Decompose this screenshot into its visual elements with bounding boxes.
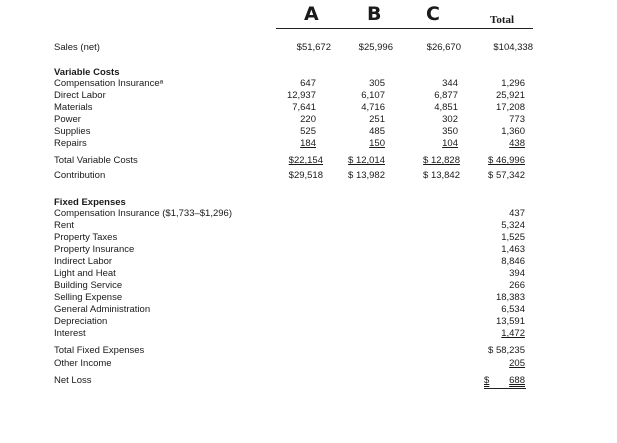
fe-row-total: 1,463 [501, 244, 525, 255]
vc-row-label: Power [54, 114, 81, 125]
vc-row-b: 150 [369, 138, 385, 149]
net-loss-currency: $ [484, 375, 490, 386]
vc-row-b: 305 [369, 78, 385, 89]
fe-row-total: 6,534 [501, 304, 525, 315]
contribution-c: $ 13,842 [423, 170, 460, 181]
fe-row-total: 1,472 [501, 328, 525, 339]
fe-row-total: 266 [509, 280, 525, 291]
fe-row-label: Rent [54, 220, 75, 231]
fe-row-label: Light and Heat [54, 268, 116, 279]
vc-row-a: 7,641 [292, 102, 316, 113]
contribution-label: Contribution [54, 170, 106, 181]
variable-costs-title: Variable Costs [54, 67, 120, 78]
fe-row-label: Interest [54, 328, 86, 339]
sales-c: $26,670 [426, 42, 461, 53]
vc-row-label: Compensation Insuranceᵃ [54, 78, 164, 89]
vc-row-label: Direct Labor [54, 90, 106, 101]
vc-row-a: 184 [300, 138, 316, 149]
fixed-expenses-title: Fixed Expenses [54, 197, 126, 208]
column-header-c: C [426, 3, 440, 25]
fe-row-label: Building Service [54, 280, 123, 291]
vc-row-a: 647 [300, 78, 316, 89]
sales-b: $25,996 [358, 42, 393, 53]
vc-row-total: 1,360 [501, 126, 525, 137]
vc-row-total: 1,296 [501, 78, 525, 89]
fe-row-total: 394 [509, 268, 525, 279]
vc-row-total: 438 [509, 138, 525, 149]
fe-row-total: 18,383 [495, 292, 525, 303]
fe-row-total: 13,591 [495, 316, 525, 327]
column-header-b: B [367, 3, 382, 25]
sales-total: $104,338 [493, 42, 533, 53]
total-variable-costs-total: $ 46,996 [488, 155, 525, 166]
net-loss-underline [484, 388, 526, 389]
total-fixed-expenses-label: Total Fixed Expenses [54, 345, 145, 356]
vc-row-c: 350 [442, 126, 458, 137]
total-fixed-expenses-total: $ 58,235 [488, 345, 525, 356]
vc-row-label: Repairs [54, 138, 87, 149]
net-loss-label: Net Loss [54, 375, 92, 386]
vc-row-total: 25,921 [495, 90, 525, 101]
vc-row-a: 525 [300, 126, 316, 137]
vc-row-label: Supplies [54, 126, 91, 137]
vc-row-c: 4,851 [434, 102, 458, 113]
vc-row-c: 302 [442, 114, 458, 125]
vc-row-b: 4,716 [361, 102, 385, 113]
fe-row-label: Property Insurance [54, 244, 135, 255]
fe-row-total: 437 [509, 208, 525, 219]
total-variable-costs-c: $ 12,828 [423, 155, 460, 166]
vc-row-c: 6,877 [434, 90, 458, 101]
vc-row-total: 17,208 [495, 102, 525, 113]
fe-row-label: Property Taxes [54, 232, 118, 243]
fe-row-label: Indirect Labor [54, 256, 113, 267]
contribution-a: $29,518 [288, 170, 323, 181]
column-header-a: A [304, 3, 319, 25]
vc-row-c: 104 [442, 138, 458, 149]
vc-row-c: 344 [442, 78, 458, 89]
fe-row-total: 5,324 [501, 220, 525, 231]
sales-label: Sales (net) [54, 42, 100, 53]
total-variable-costs-a: $22,154 [288, 155, 323, 166]
column-header-total: Total [490, 14, 515, 26]
net-loss-total: 688 [509, 375, 525, 386]
sales-a: $51,672 [296, 42, 331, 53]
fe-row-label: Depreciation [54, 316, 108, 327]
vc-row-label: Materials [54, 102, 93, 113]
contribution-total: $ 57,342 [488, 170, 525, 181]
vc-row-a: 12,937 [286, 90, 316, 101]
fe-row-label: Compensation Insurance ($1,733–$1,296) [54, 208, 232, 219]
vc-row-total: 773 [509, 114, 525, 125]
vc-row-a: 220 [300, 114, 316, 125]
vc-row-b: 6,107 [361, 90, 385, 101]
fe-row-total: 1,525 [501, 232, 525, 243]
total-variable-costs-label: Total Variable Costs [54, 155, 138, 166]
fe-row-label: General Administration [54, 304, 151, 315]
fe-row-total: 8,846 [501, 256, 525, 267]
other-income-total: 205 [509, 358, 525, 369]
contribution-b: $ 13,982 [348, 170, 385, 181]
vc-row-b: 485 [369, 126, 385, 137]
other-income-label: Other Income [54, 358, 112, 369]
fe-row-label: Selling Expense [54, 292, 123, 303]
vc-row-b: 251 [369, 114, 385, 125]
header-underline [276, 28, 533, 29]
total-variable-costs-b: $ 12,014 [348, 155, 385, 166]
